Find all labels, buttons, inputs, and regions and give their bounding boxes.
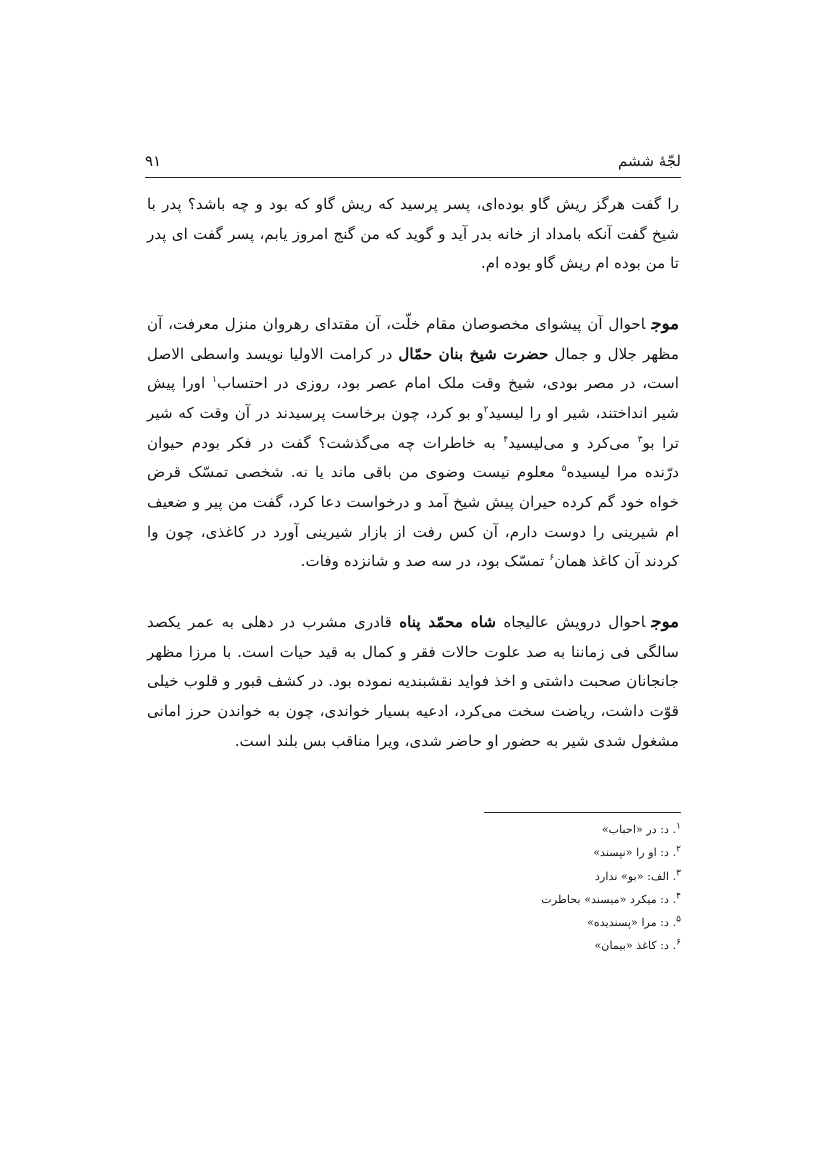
section-marker: موج (651, 611, 679, 631)
footnote-item (400, 888, 681, 911)
footnote-text: . د: مرا «پسندیده» (587, 916, 677, 930)
section-text: احوال آن پیشوای مخصوصان مقام خلّت، آن مقتدای رهروان منزل معرفت، آن مظهر جلال و جمال (147, 314, 680, 363)
section-text: اورا پیش شیر انداختند، شیر او را لیسید (147, 374, 679, 422)
footnote-number: ۳ (676, 867, 681, 878)
footnote-number: ۴ (676, 891, 681, 902)
section-text: قادری مشرب در دهلی به عمر یکصد سالگی فی زماننا به صد علوت حالات فقر و کمال به قید حیات است. با مرزا مظهر جانجانان صحبت داشتی و اخذ فواید نقشبندیه نموده بود. در کشف قبور و قلوب خیلی قوّت داشت، ریاضت سخت می‌کرد، ادعیه بسیار خواندی، چون به خواندن حرز امانی مشغول شدی شیر به حضور او حاضر شدی، ویرا مناقب بس بلند است. (147, 612, 679, 750)
section-marker: موج (651, 313, 679, 333)
section-text: معلوم نیست وضوی من باقی ماند یا نه. شخصی تمسّک قرض خواه خود گم کرده حیران پیش شیخ آمد و درخواست دعا کرد، گفت من پیر و ضعیف ام شیرینی را دوست دارم، آن کس رفت از بازار شیرینی آورد در کاغذی، چون وا کردند آن کاغذ همان (147, 463, 679, 571)
section-shah-mohammad (147, 607, 679, 757)
section-text: به خاطرات چه می‌گذشت؟ گفت در فکر بودم حیوان درّنده مرا لیسیده (147, 433, 679, 482)
footnote-ref: ۳ (637, 434, 643, 445)
footnotes (400, 818, 681, 958)
person-name: حضرت شیخ بنان حمّال (398, 344, 549, 363)
section-text: و بو کرد، چون برخاست پرسیدند در آن وقت که شیر ترا بو (147, 403, 679, 452)
running-header (145, 150, 681, 172)
main-text (147, 190, 679, 756)
footnote-ref: ۴ (503, 434, 509, 445)
footnote-ref: ۵ (561, 464, 567, 475)
paragraph-spacer (147, 279, 679, 309)
footnote-item (400, 911, 681, 934)
footnote-ref: ۲ (483, 404, 489, 415)
footnote-text: . د: میکرد «میسند» بحاطرت (541, 892, 677, 906)
footnote-text: . د: کاغذ «بیمان» (594, 939, 677, 953)
page-number: ۹۱ (145, 152, 162, 170)
footnote-divider (484, 812, 681, 813)
section-text: احوال درویش عالیجاه (503, 612, 646, 631)
footnote-item (400, 818, 681, 841)
footnote-number: ۱ (676, 821, 681, 832)
footnote-item (400, 865, 681, 888)
header-divider (145, 177, 681, 178)
footnote-text: . د: او را «نپسند» (593, 846, 677, 860)
footnote-number: ۲ (676, 844, 681, 855)
footnote-item (400, 934, 681, 957)
chapter-title: لجّهٔ ششم (618, 152, 681, 170)
footnote-text: . د: در «احباب» (601, 823, 677, 836)
section-bonan-hammal (147, 309, 679, 577)
footnote-number: ۵ (676, 914, 681, 925)
footnote-number: ۶ (676, 937, 681, 948)
section-text: در کرامت الاولیا نویسد واسطی الاصل است، در مصر بودی، شیخ وقت ملک امام عصر بود، روزی در احتساب (147, 344, 680, 393)
person-name: شاه محمّد پناه (399, 612, 497, 631)
footnote-text: . الف: «بو» ندارد (595, 869, 677, 883)
footnote-ref: ۶ (549, 553, 555, 564)
paragraph-spacer (147, 577, 679, 607)
footnote-item (400, 841, 681, 864)
intro-paragraph: را گفت هرگز ریش گاو بوده‌ای، پسر پرسید که ریش گاو که بود و چه باشد؟ پدر با شیخ گفت آنکه بامداد از خانه بدر آید و گوید که من گنج امروز یابم، پسر گفت ای پدر تا من بوده ام ریش گاو بوده ام. (147, 195, 679, 273)
footnote-ref: ۱ (212, 375, 217, 386)
section-text: تمسّک بود، در سه صد و شانزده وفات. (300, 552, 545, 571)
section-text: می‌کرد و می‌لیسید (508, 433, 631, 452)
